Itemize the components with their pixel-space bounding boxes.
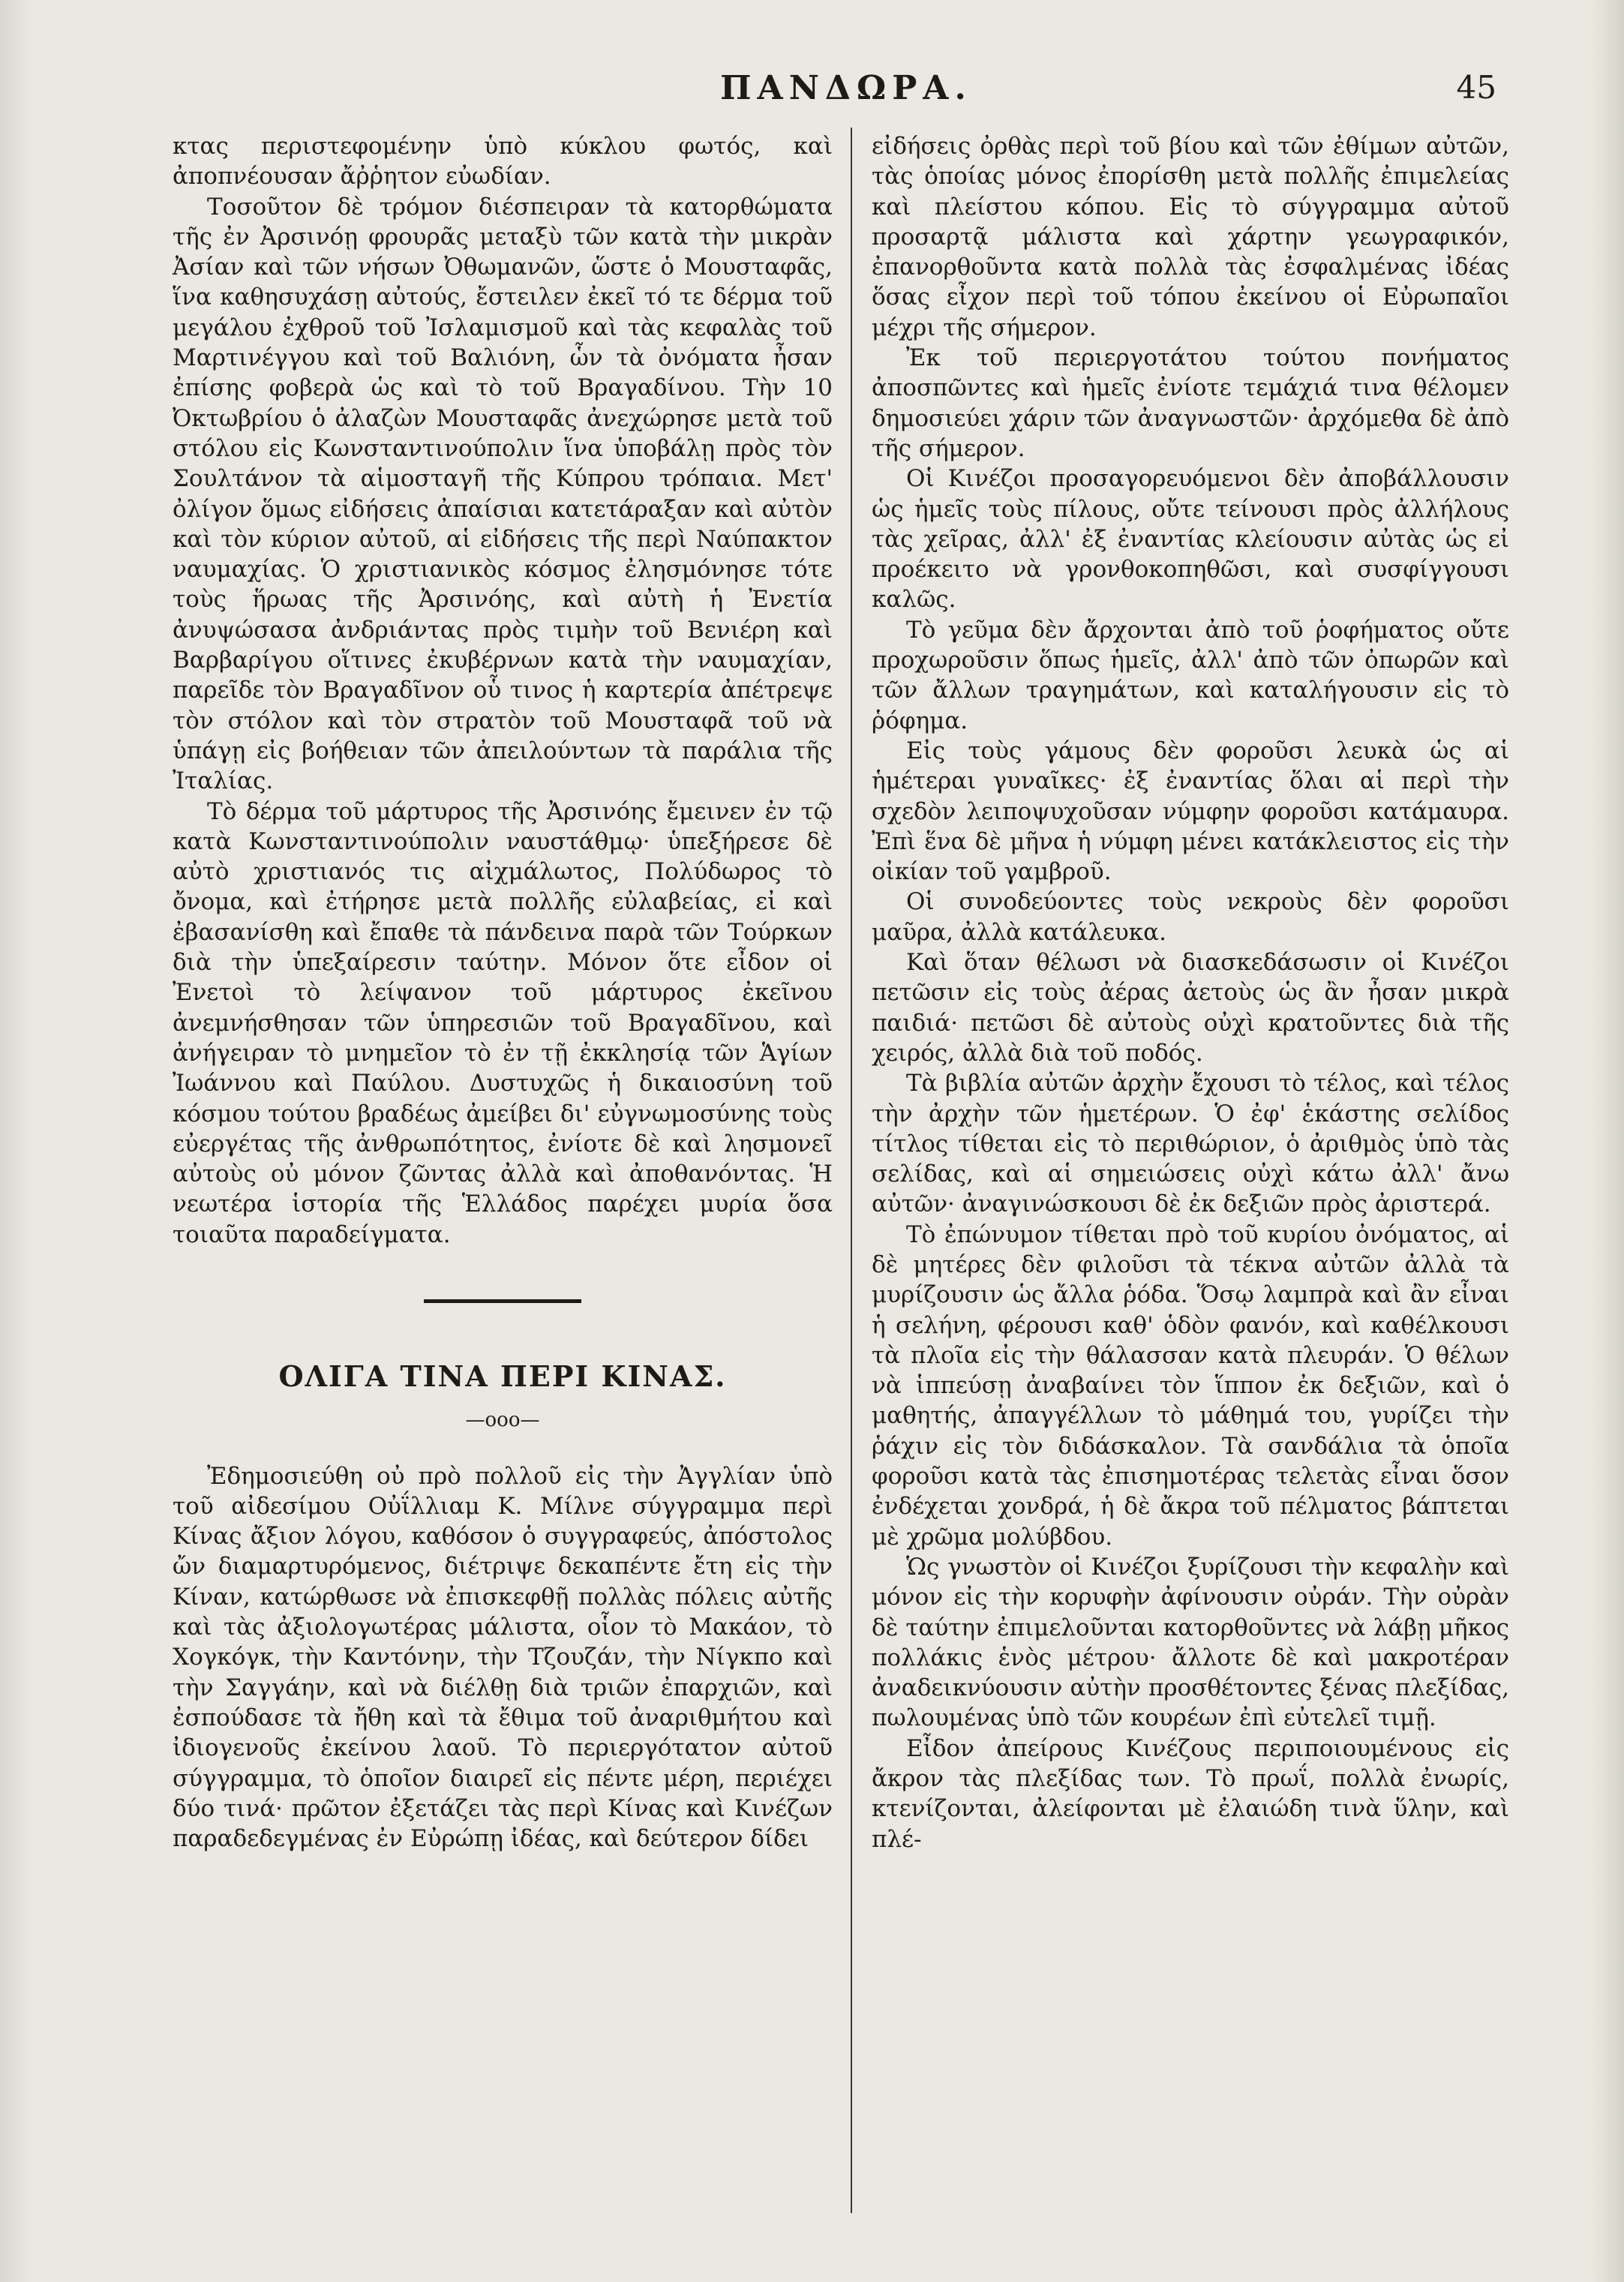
paragraph: Εἶδον ἀπείρους Κινέζους περιποιουμένους εἰς ἄκρον τὰς πλεξίδας των. Τὸ πρωΐ, πολλὰ ἐνωρίς, κτενίζονται, ἀλείφονται μὲ ἐλαιώδη τινὰ ὕλην, καὶ πλέ-	[872, 1734, 1509, 1853]
paragraph: εἰδήσεις ὀρθὰς περὶ τοῦ βίου καὶ τῶν ἐθίμων αὐτῶν, τὰς ὁποίας μόνος ἐπορίσθη μετὰ πολλῆς ἐπιμελείας καὶ πλείστου κόπου. Εἰς τὸ σύγγραμμα αὐτοῦ προσαρτᾷ μάλιστα καὶ χάρτην γεωγραφικόν, ἐπανορθοῦντα κατὰ πολλὰ τὰς ἐσφαλμένας ἰδέας ὅσας εἶχον περὶ τοῦ τόπου ἐκείνου οἱ Εὐρωπαῖοι μέχρι τῆς σήμερον.	[872, 133, 1509, 341]
paragraph: Τὸ δέρμα τοῦ μάρτυρος τῆς Ἀρσινόης ἔμεινεν ἐν τῷ κατὰ Κωνσταντινούπολιν ναυστάθμῳ· ὑπεξήρεσε δὲ αὐτὸ χριστιανός τις αἰχμάλωτος, Πολύδωρος τὸ ὄνομα, καὶ ἐτήρησε μετὰ πολλῆς εὐλαβείας, εἰ καὶ ἐβασανίσθη καὶ ἔπαθε τὰ πάνδεινα παρὰ τῶν Τούρκων διὰ τὴν ὑπεξαίρεσιν ταύτην. Μόνον ὅτε εἶδον οἱ Ἐνετοὶ τὸ λείψανον τοῦ μάρτυρος ἐκεῖνου ἀνεμνήσθησαν τῶν ὑπηρεσιῶν τοῦ Βραγαδῖνου, καὶ ἀνήγειραν τὸ μνημεῖον τὸ ἐν τῇ ἐκκλησίᾳ τῶν Ἁγίων Ἰωάννου καὶ Παύλου. Δυστυχῶς ἡ δικαιοσύνη τοῦ κόσμου τούτου βραδέως ἀμείβει δι' εὐγνωμοσύνης τοὺς εὐεργέτας τῆς ἀνθρωπότητος, ἐνίοτε δὲ καὶ λησμονεῖ αὐτοὺς οὐ μόνον ζῶντας ἀλλὰ καὶ ἀποθανόντας. Ἡ νεωτέρα ἱστορία τῆς Ἑλλάδος παρέχει μυρία ὅσα τοιαῦτα παραδείγματα.	[173, 797, 833, 1248]
section-rule	[424, 1299, 581, 1303]
left-column	[173, 131, 833, 1854]
running-title: ΠΑΝΔΩΡΑ.	[720, 69, 972, 107]
section-title: ΟΛΙΓΑ ΤΙΝΑ ΠΕΡΙ ΚΙΝΑΣ.	[278, 1359, 727, 1393]
paragraph: Οἱ Κινέζοι προσαγορευόμενοι δὲν ἀποβάλλουσιν ὡς ἡμεῖς τοὺς πίλους, οὔτε τείνουσι πρὸς ἀλλήλους τὰς χεῖρας, ἀλλ' ἐξ ἐναντίας κλείουσιν αὐτὰς ὡς εἰ προέκειτο νὰ γρονθοκοπηθῶσι, καὶ συσφίγγουσι καλῶς.	[872, 465, 1509, 614]
column-divider	[851, 128, 852, 2213]
paragraph: Τοσοῦτον δὲ τρόμον διέσπειραν τὰ κατορθώματα τῆς ἐν Ἀρσινόῃ φρουρᾶς μεταξὺ τῶν κατὰ τὴν μικρὰν Ἀσίαν καὶ τῶν νήσων Ὀθωμανῶν, ὥστε ὁ Μουσταφᾶς, ἵνα καθησυχάσῃ αὐτούς, ἔστειλεν ἐκεῖ τό τε δέρμα τοῦ μεγάλου ἐχθροῦ τοῦ Ἰσλαμισμοῦ καὶ τὰς κεφαλὰς τοῦ Μαρτινέγγου καὶ τοῦ Βαλιόνη, ὧν τὰ ὀνόματα ἦσαν ἐπίσης φοβερὰ ὡς καὶ τὸ τοῦ Βραγαδίνου. Τὴν 10 Ὀκτωβρίου ὁ ἀλαζὼν Μουσταφᾶς ἀνεχώρησε μετὰ τοῦ στόλου εἰς Κωνσταντινούπολιν ἵνα ὑποβάλῃ πρὸς τὸν Σουλτάνον τὰ αἱμοσταγῆ τῆς Κύπρου τρόπαια. Μετ' ὀλίγον ὅμως εἰδήσεις ἀπαίσιαι κατετάραξαν καὶ αὐτὸν καὶ τὸν κύριον αὐτοῦ, αἱ εἰδήσεις τῆς περὶ Ναύπακτον ναυμαχίας. Ὁ χριστιανικὸς κόσμος ἐλησμόνησε τότε τοὺς ἥρωας τῆς Ἀρσινόης, καὶ αὐτὴ ἡ Ἐνετία ἀνυψώσασα ἀνδριάντας πρὸς τιμὴν τοῦ Βενιέρη καὶ Βαρβαρίγου οἵτινες ἐκυβέρνων κατὰ τὴν ναυμαχίαν, παρεῖδε τὸν Βραγαδῖνον οὗ τινος ἡ καρτερία ἀπέτρεψε τὸν στόλον καὶ τὸν στρατὸν τοῦ Μουσταφᾶ τοῦ νὰ ὑπάγῃ εἰς βοήθειαν τῶν ἀπειλούντων τὰ παράλια τῆς Ἰταλίας.	[173, 193, 833, 795]
page-number: 45	[1456, 69, 1496, 106]
right-column	[872, 131, 1509, 1854]
paragraph: Τὸ ἐπώνυμον τίθεται πρὸ τοῦ κυρίου ὀνόματος, αἱ δὲ μητέρες δὲν φιλοῦσι τὰ τέκνα αὐτῶν ἀλλὰ τὰ μυρίζουσιν ὡς ἄλλα ῥόδα. Ὅσῳ λαμπρὰ καὶ ἂν εἶναι ἡ σελήνη, φέρουσι καθ' ὁδὸν φανόν, καὶ καθέλκουσι τὰ πλοῖα εἰς τὴν θάλασσαν κατὰ πλευράν. Ὁ θέλων νὰ ἱππεύσῃ ἀναβαίνει τὸν ἵππον ἐκ δεξιῶν, καὶ ὁ μαθητής, ἀπαγγέλλων τὸ μάθημά του, γυρίζει τὴν ῥάχιν εἰς τὸν διδάσκαλον. Τὰ σανδάλια τὰ ὁποῖα φοροῦσι κατὰ τὰς ἐπισημοτέρας τελετὰς εἶναι ὅσον ἐνδέχεται χονδρά, ἡ δὲ ἄκρα τοῦ πέλματος βάπτεται μὲ χρῶμα μολύβδου.	[872, 1221, 1509, 1551]
paragraph: Ἐκ τοῦ περιεργοτάτου τούτου πονήματος ἀποσπῶντες καὶ ἡμεῖς ἐνίοτε τεμάχιά τινα θέλομεν δημοσιεύει χάριν τῶν ἀναγνωστῶν· ἀρχόμεθα δὲ ἀπὸ τῆς σήμερον.	[872, 344, 1509, 462]
paragraph: Εἰς τοὺς γάμους δὲν φοροῦσι λευκὰ ὡς αἱ ἡμέτεραι γυναῖκες· ἐξ ἐναντίας ὅλαι αἱ περὶ τὴν σχεδὸν λειποψυχοῦσαν νύμφην φοροῦσι κατάμαυρα. Ἐπὶ ἕνα δὲ μῆνα ἡ νύμφη μένει κατάκλειστος εἰς τὴν οἰκίαν τοῦ γαμβροῦ.	[872, 737, 1509, 886]
section-ornament: —οοο—	[465, 1409, 540, 1432]
paragraph: Οἱ συνοδεύοντες τοὺς νεκροὺς δὲν φοροῦσι μαῦρα, ἀλλὰ κατάλευκα.	[872, 888, 1509, 946]
paragraph: Τὸ γεῦμα δὲν ἄρχονται ἀπὸ τοῦ ῥοφήματος οὔτε προχωροῦσιν ὅπως ἡμεῖς, ἀλλ' ἀπὸ τῶν ὀπωρῶν καὶ τῶν ἄλλων τραγημάτων, καὶ καταλήγουσιν εἰς τὸ ῥόφημα.	[872, 616, 1509, 734]
paragraph: κτας περιστεφομένην ὑπὸ κύκλου φωτός, καὶ ἀποπνέουσαν ἄῤῥητον εὐωδίαν.	[173, 133, 833, 191]
paragraph: Ἐδημοσιεύθη οὐ πρὸ πολλοῦ εἰς τὴν Ἀγγλίαν ὑπὸ τοῦ αἰδεσίμου Οὐΐλλιαμ Κ. Μίλνε σύγγραμμα περὶ Κίνας ἄξιον λόγου, καθόσον ὁ συγγραφεύς, ἀπόστολος ὤν διαμαρτυρόμενος, διέτριψε δεκαπέντε ἔτη εἰς τὴν Κίναν, κατώρθωσε νὰ ἐπισκεφθῇ πολλὰς πόλεις αὐτῆς καὶ τὰς ἀξιολογωτέρας μάλιστα, οἷον τὸ Μακάον, τὸ Χογκόγκ, τὴν Καντόνην, τὴν Τζουζάν, τὴν Νίγκπο καὶ τὴν Σαγγάην, καὶ νὰ διέλθῃ διὰ τριῶν ἐπαρχιῶν, καὶ ἐσπούδασε τὰ ἤθη καὶ τὰ ἔθιμα τοῦ ἀναριθμήτου καὶ ἰδιογενοῦς ἐκείνου λαοῦ. Τὸ περιεργότατον αὐτοῦ σύγγραμμα, τὸ ὁποῖον διαιρεῖ εἰς πέντε μέρη, περιέχει δύο τινά· πρῶτον ἐξετάζει τὰς περὶ Κίνας καὶ Κινέζων παραδεδεγμένας ἐν Εὐρώπῃ ἰδέας, καὶ δεύτερον δίδει	[173, 1462, 833, 1853]
paragraph: Καὶ ὅταν θέλωσι νὰ διασκεδάσωσιν οἱ Κινέζοι πετῶσιν εἰς τοὺς ἀέρας ἀετοὺς ὡς ἂν ἦσαν μικρὰ παιδιά· πετῶσι δὲ αὐτοὺς οὐχὶ κρατοῦντες διὰ τῆς χειρός, ἀλλὰ διὰ τοῦ ποδός.	[872, 949, 1509, 1067]
page-header	[0, 69, 1624, 114]
paragraph: Τὰ βιβλία αὐτῶν ἀρχὴν ἔχουσι τὸ τέλος, καὶ τέλος τὴν ἀρχὴν τῶν ἡμετέρων. Ὁ ἐφ' ἑκάστης σελίδος τίτλος τίθεται εἰς τὸ περιθώριον, ὁ ἀριθμὸς ὑπὸ τὰς σελίδας, καὶ αἱ σημειώσεις οὐχὶ κάτω ἀλλ' ἄνω αὐτῶν· ἀναγινώσκουσι δὲ ἐκ δεξιῶν πρὸς ἀριστερά.	[872, 1070, 1509, 1218]
paragraph: Ὡς γνωστὸν οἱ Κινέζοι ξυρίζουσι τὴν κεφαλὴν καὶ μόνον εἰς τὴν κορυφὴν ἀφίνουσιν οὐράν. Τὴν οὐρὰν δὲ ταύτην ἐπιμελοῦνται κατορθοῦντες νὰ λάβῃ μῆκος πολλάκις ἑνὸς μέτρου· ἄλλοτε δὲ καὶ μακροτέραν ἀναδεικνύουσιν αὐτὴν προσθέτοντες ξένας πλεξίδας, πωλουμένας ὑπὸ τῶν κουρέων ἐπὶ εὐτελεῖ τιμῇ.	[872, 1553, 1509, 1732]
